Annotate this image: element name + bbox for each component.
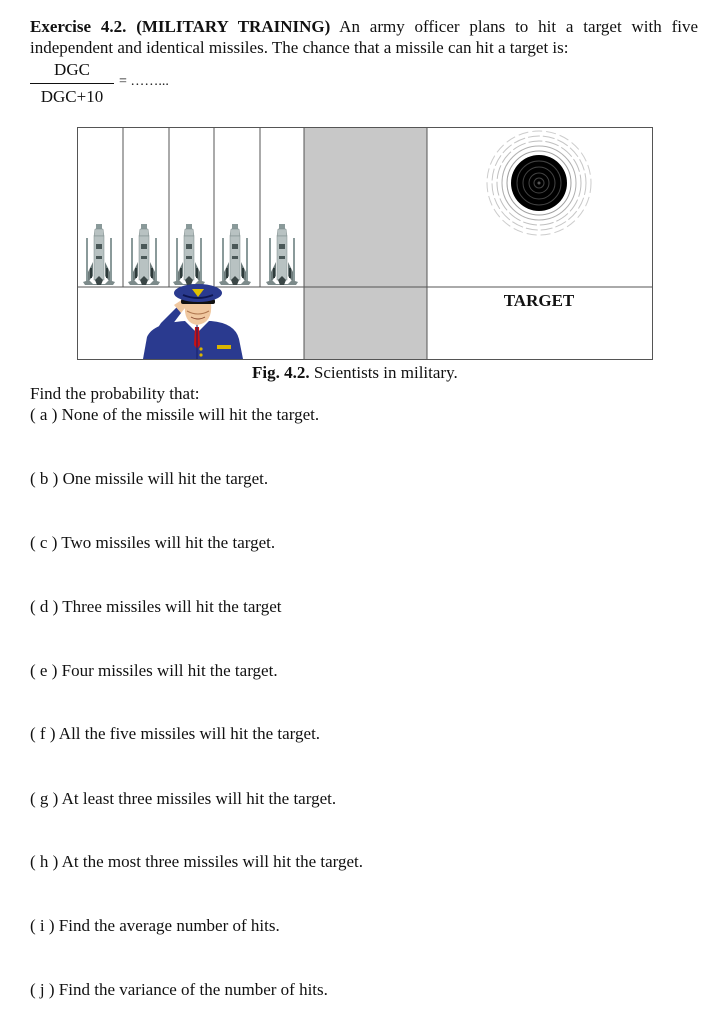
question-j: ( j ) Find the variance of the number of hits. <box>30 980 328 999</box>
caption-text: Scientists in military. <box>313 363 458 382</box>
exercise-intro <box>30 16 698 58</box>
exercise-text: An army officer plans to hit a target with five independent and identical missiles. The chance that a missile can hit a target is: <box>30 17 699 57</box>
question-g: ( g ) At least three missiles will hit the target. <box>30 789 337 808</box>
exercise-title: Exercise 4.2. (MILITARY TRAINING) <box>30 17 331 36</box>
question-c: ( c ) Two missiles will hit the target. <box>30 533 276 552</box>
caption-label: Fig. 4.2. <box>252 363 310 382</box>
question-e: ( e ) Four missiles will hit the target. <box>30 661 278 680</box>
question-f: ( f ) All the five missiles will hit the target. <box>30 724 321 743</box>
fraction-blank: = ……... <box>119 74 169 89</box>
question-a: ( a ) None of the missile will hit the target. <box>30 405 320 424</box>
fraction-numerator: DGC <box>54 60 90 79</box>
military-figure <box>77 127 653 360</box>
question-i: ( i ) Find the average number of hits. <box>30 916 280 935</box>
fraction-denominator: DGC+10 <box>40 87 104 106</box>
question-b: ( b ) One missile will hit the target. <box>30 469 269 488</box>
question-h: ( h ) At the most three missiles will hit the target. <box>30 852 364 871</box>
find-label: Find the probability that: <box>30 384 200 403</box>
target-label: TARGET <box>503 291 575 310</box>
figure-caption <box>252 363 458 383</box>
fraction-bar <box>30 83 114 84</box>
question-d: ( d ) Three missiles will hit the target <box>30 597 282 616</box>
gray-zone <box>304 128 427 359</box>
